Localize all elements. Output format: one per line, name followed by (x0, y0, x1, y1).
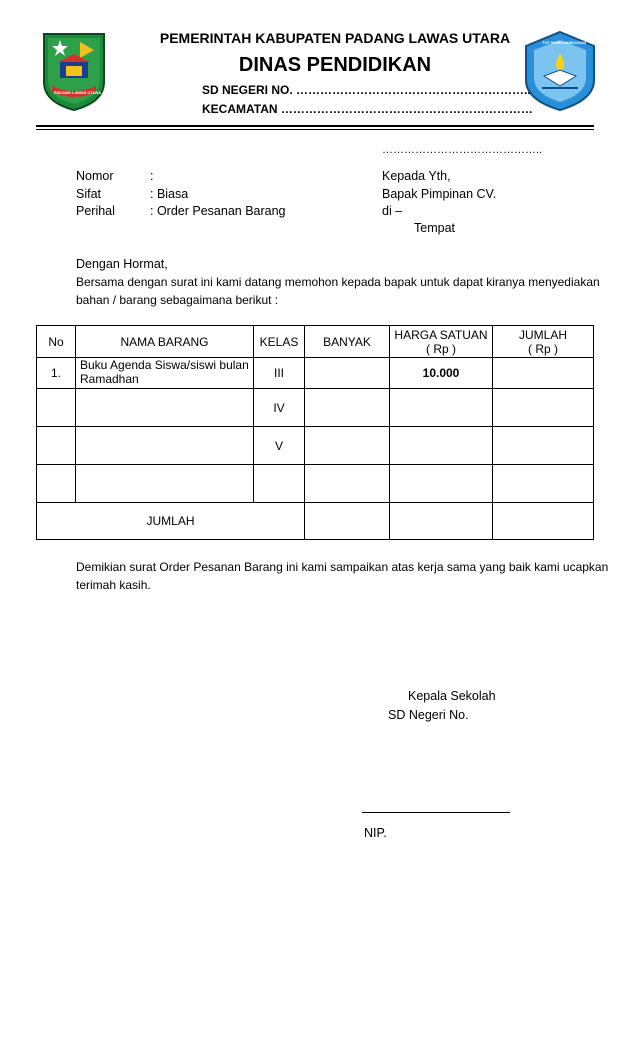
row-jumlah (493, 389, 594, 427)
table-row (37, 427, 594, 465)
row-harga (390, 389, 493, 427)
total-label: JUMLAH (37, 503, 305, 540)
greeting: Dengan Hormat, (76, 257, 168, 271)
recipient-line3: di – (382, 204, 403, 218)
table-header-row (37, 326, 594, 358)
row-nama-barang (76, 358, 254, 389)
table-row (37, 465, 594, 503)
letterhead-district: KECAMATAN ……………………………………………………… (202, 102, 533, 116)
left-logo-text: PADANG LAWAS UTARA (54, 90, 102, 95)
sifat-label: Sifat (76, 187, 102, 201)
row-banyak (305, 389, 390, 427)
header-harga-line2: ( Rp ) (426, 341, 456, 356)
letterhead-department: DINAS PENDIDIKAN (238, 54, 432, 76)
row-kelas: IV (254, 389, 305, 427)
row-nama-barang (76, 389, 254, 427)
header-kelas: KELAS (254, 326, 305, 358)
body-paragraph-line2: bahan / barang sebagaimana berikut : (76, 293, 279, 307)
row-jumlah (493, 358, 594, 389)
header-nama-barang: NAMA BARANG (76, 326, 254, 358)
header-harga-line1: HARGA SATUAN (394, 327, 488, 342)
letterhead-rule-thin (36, 129, 594, 130)
letterhead-rule-thick (36, 125, 594, 127)
row-nama-barang (76, 427, 254, 465)
total-harga (390, 503, 493, 540)
row-nama-line1: Buku Agenda Siswa/siswi bulan (80, 358, 249, 372)
recipient-line1: Kepada Yth, (382, 169, 451, 183)
row-banyak (305, 358, 390, 389)
nomor-label: Nomor (76, 169, 114, 183)
table-row (37, 389, 594, 427)
row-kelas (254, 465, 305, 503)
header-harga-satuan (390, 326, 493, 358)
row-no (37, 465, 76, 503)
recipient-line4: Tempat (414, 221, 455, 235)
right-logo-text: TUT WURI HANDAYANI (542, 40, 586, 45)
body-paragraph-line1: Bersama dengan surat ini kami datang memohon kepada bapak untuk dapat kiranya menyediakan (76, 275, 600, 289)
header-jumlah-line1: JUMLAH (518, 327, 567, 342)
signature-line (362, 812, 510, 813)
total-jumlah (493, 503, 594, 540)
row-banyak (305, 465, 390, 503)
header-no: No (37, 326, 76, 358)
row-no: 1. (37, 358, 76, 389)
perihal-value: : Order Pesanan Barang (150, 204, 286, 218)
closing-line1: Demikian surat Order Pesanan Barang ini kami sampaikan atas kerja sama yang baik kami ucapkan (76, 560, 609, 574)
signature-school: SD Negeri No. (388, 708, 469, 722)
signature-nip: NIP. (364, 826, 387, 840)
row-banyak (305, 427, 390, 465)
recipient-line2: Bapak Pimpinan CV. (382, 187, 497, 201)
header-jumlah-line2: ( Rp ) (528, 341, 558, 356)
perihal-label: Perihal (76, 204, 115, 218)
row-no (37, 427, 76, 465)
date-line: …………………………………….. (382, 144, 543, 156)
row-nama-line2: Ramadhan (80, 372, 139, 386)
row-jumlah (493, 465, 594, 503)
table-row (37, 358, 594, 389)
signature-title: Kepala Sekolah (408, 689, 496, 703)
closing-line2: terimah kasih. (76, 578, 151, 592)
row-kelas: III (254, 358, 305, 389)
row-nama-barang (76, 465, 254, 503)
total-banyak (305, 503, 390, 540)
sifat-value: : Biasa (150, 187, 189, 201)
header-jumlah (493, 326, 594, 358)
row-jumlah (493, 427, 594, 465)
row-no (37, 389, 76, 427)
tut-wuri-handayani-logo (522, 30, 598, 112)
order-table (36, 325, 594, 540)
letterhead-government: PEMERINTAH KABUPATEN PADANG LAWAS UTARA (159, 30, 511, 46)
table-total-row (37, 503, 594, 540)
header-banyak: BANYAK (305, 326, 390, 358)
row-kelas: V (254, 427, 305, 465)
row-harga (390, 427, 493, 465)
letterhead-school: SD NEGERI NO. ………………………………………………….. (202, 83, 531, 97)
regency-logo (40, 30, 108, 112)
row-harga: 10.000 (390, 358, 493, 389)
nomor-value: : (150, 169, 154, 183)
row-harga (390, 465, 493, 503)
